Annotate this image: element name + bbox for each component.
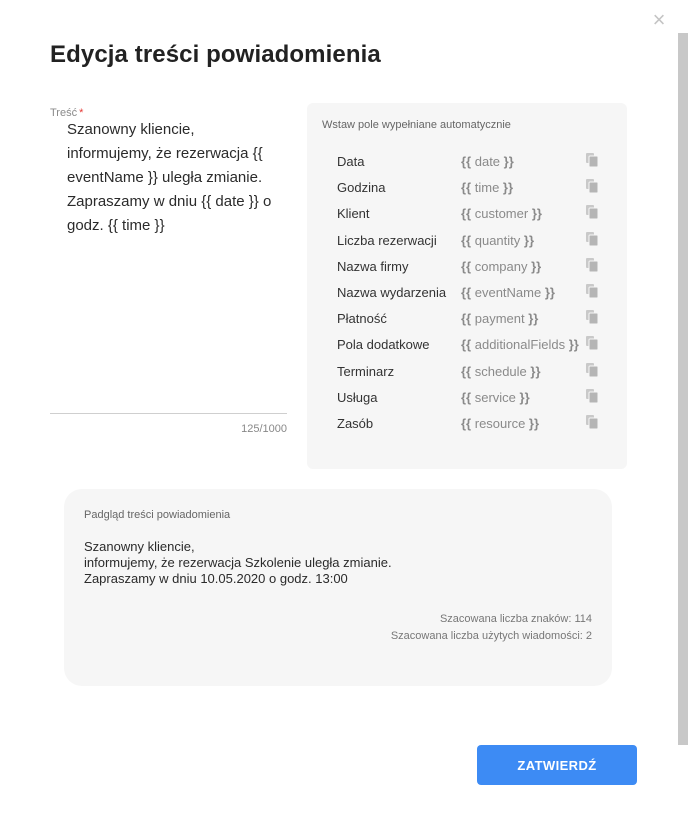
autofill-field-token [461,364,541,379]
autofill-field-name: Godzina [337,180,386,196]
autofill-panel-title: Wstaw pole wypełniane automatycznie [322,119,511,131]
token-close-braces: }} [500,154,514,169]
token-close-braces: }} [520,232,535,248]
estimated-message-count: Szacowana liczba użytych wiadomości: 2 [390,630,592,642]
autofill-field-name: Płatność [337,311,387,327]
copy-icon[interactable] [585,362,599,378]
autofill-field-resource[interactable] [307,416,627,442]
autofill-field-eventName[interactable] [307,285,627,311]
preview-body [84,539,392,587]
token-close-braces: }} [499,180,514,196]
autofill-field-name: Data [337,154,365,169]
autofill-field-token [461,337,579,352]
token-open-braces: {{ [461,232,475,248]
autofill-field-name: Klient [337,206,370,222]
autofill-fields-panel [307,103,627,469]
copy-icon[interactable] [585,309,599,325]
token-key: service [474,389,516,405]
token-open-braces: {{ [461,416,475,431]
token-close-braces: }} [526,363,541,379]
close-icon[interactable]: × [652,7,666,32]
copy-icon[interactable] [585,152,599,168]
token-close-braces: }} [515,389,530,405]
autofill-field-token [461,390,530,405]
token-close-braces: }} [541,285,555,300]
autofill-field-name: Terminarz [337,363,395,379]
token-open-braces: {{ [461,258,475,274]
copy-icon[interactable] [585,204,599,220]
autofill-field-quantity[interactable] [307,233,627,259]
token-key: time [474,180,500,196]
token-open-braces: {{ [461,311,475,327]
content-label-text: Treść [50,107,78,119]
copy-icon[interactable] [585,335,599,351]
autofill-field-name: Zasób [337,416,374,431]
preview-title: Padgląd treści powiadomienia [84,509,231,521]
autofill-field-time[interactable] [307,180,627,206]
token-key: payment [474,311,525,327]
copy-icon[interactable] [585,231,599,247]
autofill-field-schedule[interactable] [307,364,627,390]
token-key: additionalFields [474,337,566,353]
copy-icon[interactable] [585,388,599,404]
token-key: date [474,154,501,169]
autofill-field-name: Nazwa firmy [337,258,409,274]
token-close-braces: }} [525,416,540,431]
token-open-braces: {{ [461,180,475,196]
autofill-field-token [461,206,542,221]
copy-icon[interactable] [585,257,599,273]
estimated-char-count: Szacowana liczba znaków: 114 [439,613,592,625]
copy-icon[interactable] [585,283,599,299]
autofill-field-name: Liczba rezerwacji [337,232,437,248]
autofill-field-token [461,233,534,248]
autofill-field-date[interactable] [307,154,627,180]
token-open-braces: {{ [461,285,475,300]
dialog-title: Edycja treści powiadomienia [50,41,381,68]
autofill-field-additionalFields[interactable] [307,337,627,363]
token-key: quantity [474,232,521,248]
autofill-field-token [461,416,539,431]
autofill-field-service[interactable] [307,390,627,416]
token-key: eventName [474,285,542,300]
token-close-braces: }} [528,206,542,222]
required-mark: * [79,107,84,119]
autofill-field-token [461,311,538,326]
token-close-braces: }} [524,311,539,327]
autofill-field-token [461,259,541,274]
autofill-field-name: Usługa [337,389,378,405]
confirm-button[interactable]: ZATWIERDŹ [477,745,637,785]
autofill-field-company[interactable] [307,259,627,285]
autofill-field-token [461,180,513,195]
token-open-braces: {{ [461,389,475,405]
token-open-braces: {{ [461,206,475,222]
character-counter: 125/1000 [241,423,287,435]
scrollbar-thumb[interactable] [678,33,688,745]
token-open-braces: {{ [461,154,475,169]
token-key: company [474,258,528,274]
content-textarea[interactable] [50,118,287,414]
autofill-field-name: Nazwa wydarzenia [337,285,447,300]
autofill-field-token [461,285,555,300]
copy-icon[interactable] [585,178,599,194]
copy-icon[interactable] [585,414,599,430]
preview-panel [64,489,612,686]
autofill-field-customer[interactable] [307,206,627,232]
token-key: schedule [474,363,527,379]
token-key: resource [474,416,526,431]
token-key: customer [474,206,529,222]
preview-line: informujemy, że rezerwacja Szkolenie uległa zmianie. [84,555,392,570]
autofill-field-payment[interactable] [307,311,627,337]
autofill-field-token [461,154,514,169]
token-close-braces: }} [527,258,542,274]
preview-line: Szanowny kliencie, [84,539,195,554]
token-open-braces: {{ [461,363,475,379]
token-close-braces: }} [565,337,579,353]
preview-line: Zapraszamy w dniu 10.05.2020 o godz. 13:00 [84,571,348,586]
autofill-field-name: Pola dodatkowe [337,337,430,353]
token-open-braces: {{ [461,337,475,353]
